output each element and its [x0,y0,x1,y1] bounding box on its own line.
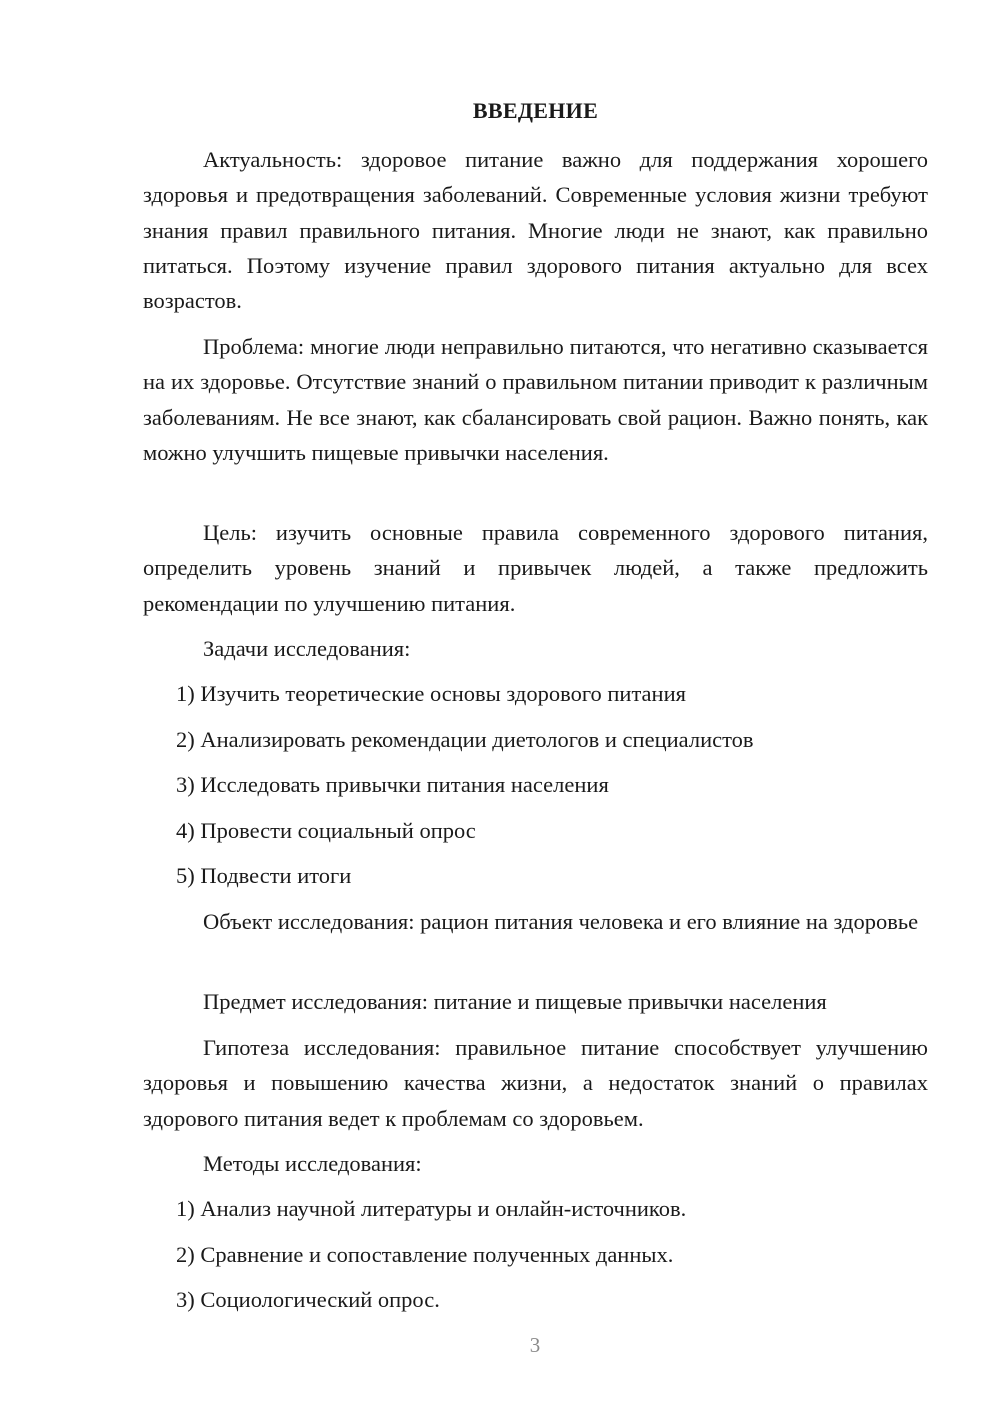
subject-line: Предмет исследования: питание и пищевые привычки населения [203,989,827,1014]
task-item-3: 3) Исследовать привычки питания населения [176,772,609,797]
goal-paragraph: Цель: изучить основные правила современного здорового питания, определить уровень знаний и привычек людей, а также предложить рекомендации по улучшению питания. [143,520,928,616]
task-item-5: 5) Подвести итоги [176,863,352,888]
relevance-paragraph: Актуальность: здоровое питание важно для поддержания хорошего здоровья и предотвращения заболеваний. Современные условия жизни требуют знания правил правильного питания. Многие люди не знают, как правильно питаться. Поэтому изучение правил здорового питания актуально для всех возрастов. [143,147,928,314]
hypothesis-paragraph: Гипотеза исследования: правильное питание способствует улучшению здоровья и повышению качества жизни, а недостаток знаний о правилах здорового питания ведет к проблемам со здоровьем. [143,1035,928,1131]
method-item-3: 3) Социологический опрос. [176,1287,440,1312]
task-item-2: 2) Анализировать рекомендации диетологов и специалистов [176,727,754,752]
page-heading: ВВЕДЕНИЕ [472,98,599,123]
methods-title: Методы исследования: [203,1151,422,1176]
method-item-2: 2) Сравнение и сопоставление полученных данных. [176,1242,674,1267]
task-item-1: 1) Изучить теоретические основы здорового питания [176,681,686,706]
method-item-1: 1) Анализ научной литературы и онлайн-источников. [176,1196,687,1221]
page-number: 3 [529,1333,541,1357]
task-item-4: 4) Провести социальный опрос [176,818,476,843]
tasks-title: Задачи исследования: [203,636,411,661]
problem-paragraph: Проблема: многие люди неправильно питаются, что негативно сказывается на их здоровье. Отсутствие знаний о правильном питании приводит к различным заболеваниям. Не все знают, как сбалансировать свой рацион. Важно понять, как можно улучшить пищевые привычки населения. [143,334,928,465]
object-paragraph: Объект исследования: рацион питания человека и его влияние на здоровье [203,909,919,934]
